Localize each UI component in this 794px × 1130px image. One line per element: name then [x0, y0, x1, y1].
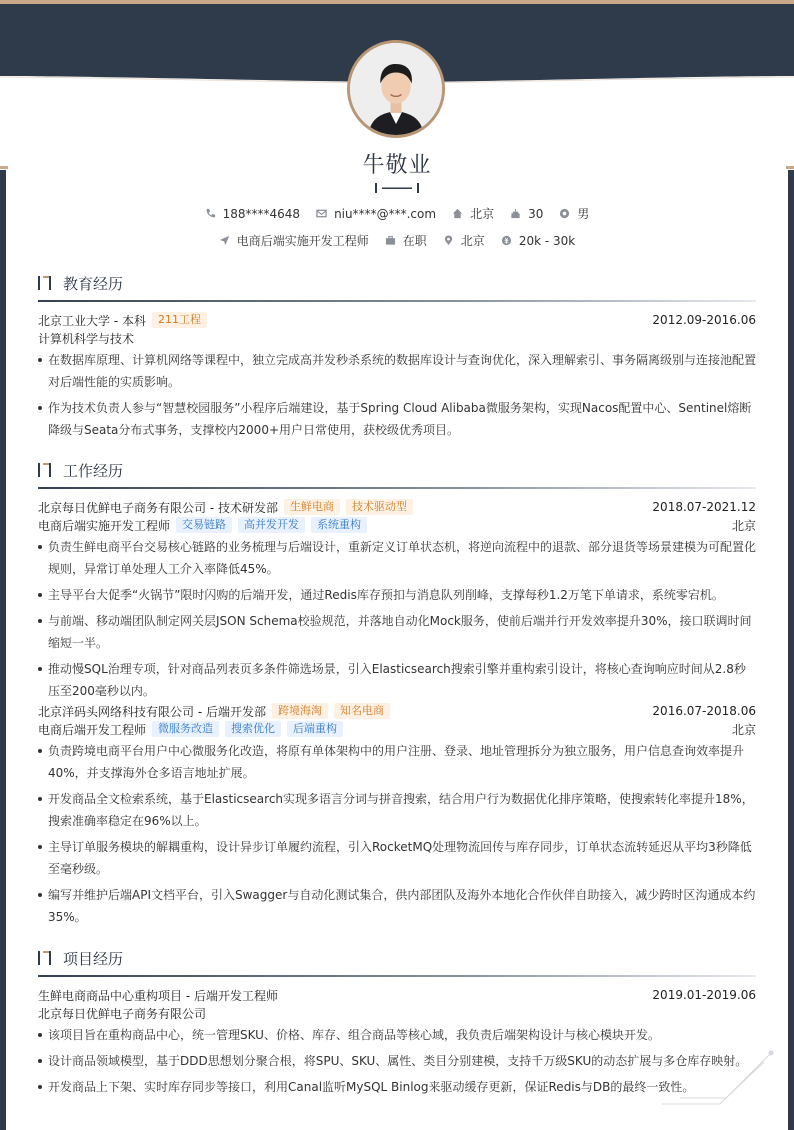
- skill-tag: 系统重构: [311, 517, 367, 533]
- company-name: 北京每日优鲜电子商务有限公司 - 技术研发部: [38, 500, 278, 515]
- school-tag: 211工程: [152, 312, 207, 328]
- education-title-row: [38, 272, 756, 294]
- briefcase-icon: [385, 235, 396, 246]
- email-text: niu****@***.com: [334, 206, 437, 221]
- project-bullets: [38, 1024, 756, 1098]
- list-item: 在数据库原理、计算机网络等课程中，独立完成高并发秒杀系统的数据库设计与查询优化，深入理解索引、事务隔离级别与连接池配置对后端性能的实质影响。: [38, 349, 756, 393]
- target-city-text: 北京: [460, 234, 485, 248]
- list-item: 开发商品上下架、实时库存同步等接口，利用Canal监听MySQL Binlog来驱动缓存更新，保证Redis与DB的最终一致性。: [38, 1076, 756, 1098]
- status-item: [385, 232, 427, 249]
- list-item: 负责生鲜电商平台交易核心链路的业务梳理与后端设计，重新定义订单状态机，将逆向流程中的退款、部分退货等场景建模为可配置化规则，异常订单处理人工介入率降低45%。: [38, 536, 756, 580]
- list-item: 主导平台大促季“火锅节”限时闪购的后端开发，通过Redis库存预扣与消息队列削峰，支撑每秒1.2万笔下单请求，系统零宕机。: [38, 584, 756, 606]
- projects-title: 项目经历: [63, 949, 124, 968]
- phone-item: [205, 207, 300, 221]
- city-item: [452, 205, 494, 222]
- work-section: [38, 459, 756, 932]
- list-item: 负责跨境电商平台用户中心微服务化改造，将原有单体架构中的用户注册、登录、地址管理拆分为独立服务，用户信息查询效率提升40%，并支撑海外仓多语言地址扩展。: [38, 740, 756, 784]
- section-marker-icon: [38, 463, 56, 477]
- company-tag: 技术驱动型: [346, 499, 413, 515]
- education-entry-head: [38, 311, 756, 329]
- job-head: [38, 498, 756, 516]
- job-role: 电商后端开发工程师: [38, 722, 147, 737]
- school-name: 北京工业大学 - 本科: [38, 313, 146, 328]
- job-city: 北京: [731, 722, 756, 737]
- job-city: 北京: [731, 518, 756, 533]
- avatar-photo: [350, 43, 442, 135]
- skill-tag: 搜索优化: [225, 721, 281, 737]
- candidate-name: 牛敬业: [362, 153, 432, 178]
- age-text: 30: [528, 206, 544, 221]
- job-head: [38, 702, 756, 720]
- location-pin-icon: [443, 235, 454, 246]
- corner-line-decoration: [660, 1048, 780, 1106]
- job-entry: [38, 498, 756, 702]
- age-item: [510, 207, 543, 221]
- project-name: 生鲜电商商品中心重构项目 - 后端开发工程师: [38, 988, 278, 1003]
- project-company: 北京每日优鲜电子商务有限公司: [38, 1006, 207, 1021]
- cake-icon: [510, 208, 521, 219]
- gender-text: 男: [577, 207, 590, 221]
- project-head: [38, 986, 756, 1004]
- projects-title-row: [38, 947, 756, 969]
- list-item: 编写并维护后端API文档平台，引入Swagger与自动化测试集合，供内部团队及海外本地化合作伙伴自助接入，减少跨时区沟通成本约35%。: [38, 884, 756, 928]
- skill-tag: 微服务改造: [152, 721, 219, 737]
- list-item: 主导订单服务模块的解耦重构，设计异步订单履约流程，引入RocketMQ处理物流回传与库存同步，订单状态流转延迟从平均3秒降低至毫秒级。: [38, 836, 756, 880]
- company-tag: 知名电商: [334, 703, 390, 719]
- home-icon: [452, 208, 463, 219]
- skill-tag: 交易链路: [176, 517, 232, 533]
- gender-icon: [559, 208, 570, 219]
- job-date: 2016.07-2018.06: [652, 704, 756, 718]
- education-date: 2012.09-2016.06: [652, 313, 756, 327]
- job-date: 2018.07-2021.12: [652, 500, 756, 514]
- job-entry: [38, 702, 756, 928]
- list-item: 作为技术负责人参与“智慧校园服务”小程序后端建设，基于Spring Cloud Alibaba微服务架构，实现Nacos配置中心、Sentinel熔断降级与Seata分布式事务，支撑校内2000+用户日常使用，获校级优秀项目。: [38, 397, 756, 441]
- phone-icon: [205, 208, 216, 219]
- left-edge-bar: [0, 170, 6, 1130]
- project-company-row: [38, 1004, 756, 1022]
- phone-text: 188****4648: [222, 206, 301, 221]
- right-edge-bar: [788, 170, 794, 1130]
- job-bullets: [38, 536, 756, 702]
- target-role-item: [219, 232, 369, 249]
- project-date: 2019.01-2019.06: [652, 988, 756, 1002]
- money-icon: [501, 235, 512, 246]
- major: 计算机科学与技术: [38, 331, 135, 346]
- list-item: 开发商品全文检索系统，基于Elasticsearch实现多语言分词与拼音搜索，结合用户行为数据优化排序策略，使搜索转化率提升18%，搜索准确率稳定在96%以上。: [38, 788, 756, 832]
- section-marker-icon: [38, 951, 56, 965]
- mail-icon: [316, 208, 327, 219]
- status-text: 在职: [402, 234, 427, 248]
- job-role-row: [38, 516, 756, 534]
- education-title: 教育经历: [63, 274, 124, 293]
- company-tag: 跨境海淘: [272, 703, 328, 719]
- list-item: 推动慢SQL治理专项，针对商品列表页多条件筛选场景，引入Elasticsearch搜索引擎并重构索引设计，将核心查询响应时间从2.8秒压至200毫秒以内。: [38, 658, 756, 702]
- email-item: [316, 207, 436, 221]
- list-item: 与前端、移动端团队制定网关层JSON Schema校验规范，并落地自动化Mock服务，使前后端并行开发效率提升30%，接口联调时间缩短一半。: [38, 610, 756, 654]
- contact-row: [0, 205, 794, 222]
- skill-tag: 高并发开发: [238, 517, 305, 533]
- education-section: [38, 272, 756, 445]
- job-intent-row: [0, 232, 794, 249]
- gender-item: [559, 205, 589, 222]
- salary-item: [501, 234, 575, 248]
- avatar: [347, 40, 445, 138]
- company-tag: 生鲜电商: [284, 499, 340, 515]
- list-item: 设计商品领域模型，基于DDD思想划分聚合根，将SPU、SKU、属性、类目分别建模，支持千万级SKU的动态扩展与多仓库存映射。: [38, 1050, 756, 1072]
- projects-section: [38, 947, 756, 1102]
- section-marker-icon: [38, 276, 56, 290]
- job-bullets: [38, 740, 756, 928]
- company-name: 北京洋码头网络科技有限公司 - 后端开发部: [38, 704, 266, 719]
- education-bullets: [38, 349, 756, 441]
- major-row: [38, 329, 756, 347]
- city-text: 北京: [470, 207, 495, 221]
- target-role-text: 电商后端实施开发工程师: [236, 234, 369, 248]
- salary-text: 20k - 30k: [518, 233, 576, 248]
- skill-tag: 后端重构: [287, 721, 343, 737]
- name-divider-ornament: [375, 183, 419, 193]
- job-role: 电商后端实施开发工程师: [38, 518, 171, 533]
- list-item: 该项目旨在重构商品中心，统一管理SKU、价格、库存、组合商品等核心域，我负责后端架构设计与核心模块开发。: [38, 1024, 756, 1046]
- send-icon: [219, 235, 230, 246]
- job-role-row: [38, 720, 756, 738]
- target-city-item: [443, 232, 485, 249]
- work-title: 工作经历: [63, 461, 124, 480]
- work-title-row: [38, 459, 756, 481]
